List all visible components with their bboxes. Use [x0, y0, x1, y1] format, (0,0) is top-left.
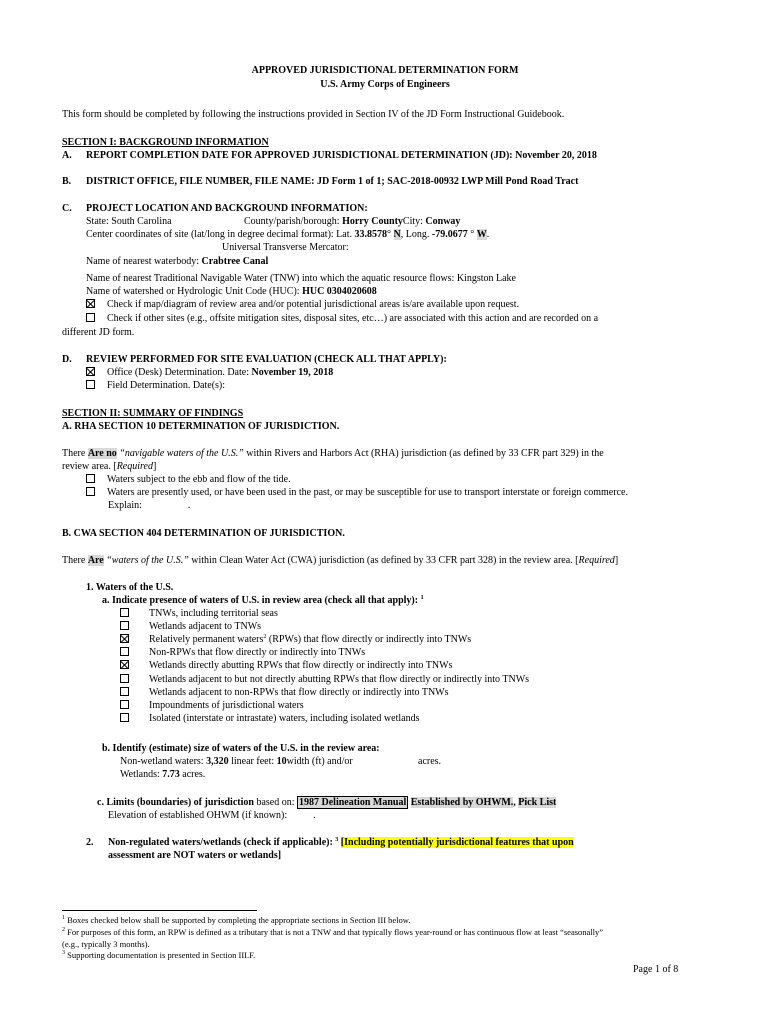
review-performed-heading: REVIEW PERFORMED FOR SITE EVALUATION (CHECK ALL THAT APPLY):	[86, 354, 447, 365]
nearest-tnw-line: Name of nearest Traditional Navigable Water (TNW) into which the aquatic resource flows: Kingston Lake	[86, 273, 516, 284]
footnote: $^2$ For purposes of this form, an RPW is defined as a tributary that is not a TNW and that typically flows year-round or has continuous flow at least “seasonally”	[62, 927, 604, 937]
form-subtitle: U.S. Army Corps of Engineers	[320, 79, 450, 90]
nearest-waterbody-line: Name of nearest waterbody: Crabtree Canal	[86, 256, 269, 267]
checklist-item	[120, 647, 365, 659]
checklist-item	[120, 674, 529, 686]
checklist-label: Wetlands directly abutting RPWs that flow directly or indirectly into TNWs	[149, 660, 453, 672]
footnote-rule	[62, 910, 257, 911]
longitude-value: -79.0677	[431, 229, 468, 240]
form-title: APPROVED JURISDICTIONAL DETERMINATION FORM	[251, 65, 519, 76]
map-available-item: Check if map/diagram of review area and/or potential jurisdictional areas is/are available upon request.	[86, 299, 519, 311]
tidal-waters-item: Waters subject to the ebb and flow of the tide.	[86, 474, 291, 486]
page-number: Page 1 of 8	[633, 964, 679, 975]
project-location-heading: PROJECT LOCATION AND BACKGROUND INFORMATION:	[86, 203, 368, 214]
rha-statement-cont: review area. [Required]	[62, 461, 157, 472]
checklist-checkbox[interactable]	[120, 660, 129, 669]
checklist-checkbox[interactable]	[120, 621, 129, 630]
form-intro: This form should be completed by following the instructions provided in Section IV of the JD Form Instructional Guidebook.	[62, 109, 565, 120]
checklist-checkbox[interactable]	[120, 713, 129, 722]
checklist-label: Impoundments of jurisdictional waters	[149, 699, 304, 711]
indicate-presence-heading: a. Indicate presence of waters of U.S. in review area (check all that apply): $^1$	[102, 595, 424, 606]
latitude-value: 33.8578	[354, 229, 388, 240]
checklist-label: Wetlands adjacent to but not directly abutting RPWs that flow directly or indirectly into TNWs	[149, 673, 530, 685]
longitude-direction[interactable]: W	[476, 229, 487, 240]
other-sites-cont: different JD form.	[62, 327, 135, 338]
district-office-file: DISTRICT OFFICE, FILE NUMBER, FILE NAME: JD Form 1 of 1; SAC-2018-00932 LWP Mill Pond Road Tract	[86, 176, 579, 187]
field-determination-item: Field Determination. Date(s):	[86, 380, 225, 392]
nonregulated-heading: Non-regulated waters/wetlands (check if applicable): $^3$ [Including potentially jurisdictional features that upon	[108, 837, 574, 848]
nonregulated-number: 2.	[86, 837, 94, 848]
checklist-checkbox[interactable]	[120, 674, 129, 683]
checklist-label: Relatively permanent waters	[149, 634, 264, 646]
ohwm-dropdown[interactable]: Established by OHWM.	[410, 797, 514, 808]
section-1d-letter: D.	[62, 354, 72, 365]
tidal-waters-checkbox[interactable]	[86, 474, 95, 483]
county-city-line: County/parish/borough: Horry CountyCity: Conway	[244, 216, 461, 227]
commerce-waters-item: Waters are presently used, or have been used in the past, or may be susceptible for use to transport interstate or foreign commerce.	[86, 487, 628, 499]
report-completion-date: REPORT COMPLETION DATE FOR APPROVED JURISDICTIONAL DETERMINATION (JD): November 20, 2018	[86, 150, 597, 161]
wetlands-value: 7.73	[162, 769, 180, 780]
acres-label: acres.	[418, 756, 442, 767]
ohwm-elevation-line: Elevation of established OHWM (if known): .	[108, 810, 316, 821]
nearest-waterbody-value: Crabtree Canal	[201, 256, 269, 267]
checklist-label: TNWs, including territorial seas	[149, 608, 278, 619]
footnote: $^3$ Supporting documentation is presented in Section III.F.	[62, 950, 256, 960]
state-label: State: South Carolina	[86, 216, 172, 227]
map-available-checkbox[interactable]	[86, 299, 95, 308]
delineation-manual-dropdown[interactable]: 1987 Delineation Manual	[299, 797, 407, 808]
checklist-item	[120, 700, 304, 712]
rha-statement: There Are no “navigable waters of the U.S.” within Rivers and Harbors Act (RHA) jurisdiction (as defined by 33 CFR part 329) in the	[62, 448, 604, 459]
other-sites-checkbox[interactable]	[86, 313, 95, 322]
checklist-label: Non-RPWs that flow directly or indirectly into TNWs	[149, 647, 366, 659]
checklist-label: Isolated (interstate or intrastate) waters, including isolated wetlands	[149, 712, 420, 724]
office-determination-item: Office (Desk) Determination. Date: November 19, 2018	[86, 367, 333, 379]
identify-size-heading: b. Identify (estimate) size of waters of the U.S. in the review area:	[102, 743, 380, 754]
checklist-item	[120, 687, 449, 699]
explain-line: Explain: .	[108, 500, 191, 511]
rha-heading: A. RHA SECTION 10 DETERMINATION OF JURISDICTION.	[62, 421, 340, 432]
ohwm-elevation-value[interactable]: .	[313, 810, 316, 821]
checklist-checkbox[interactable]	[120, 700, 129, 709]
huc-line: Name of watershed or Hydrologic Unit Code (HUC): HUC 0304020608	[86, 286, 377, 297]
width-value: 10	[276, 756, 287, 767]
limits-line: c. Limits (boundaries) of jurisdiction based on: 1987 Delineation Manual Established by OHWM., Pick List	[97, 797, 557, 808]
latitude-direction[interactable]: N	[393, 229, 401, 240]
utm-label: Universal Transverse Mercator:	[222, 242, 349, 253]
checklist-checkbox[interactable]	[120, 634, 129, 643]
section-1c-letter: C.	[62, 203, 72, 214]
cwa-choice-dropdown[interactable]: Are	[87, 555, 104, 566]
pick-list-dropdown[interactable]: Pick List	[518, 797, 557, 808]
checklist-label: Wetlands adjacent to non-RPWs that flow directly or indirectly into TNWs	[149, 686, 449, 698]
section-2-heading: SECTION II: SUMMARY OF FINDINGS	[62, 408, 244, 419]
field-determination-checkbox[interactable]	[86, 380, 95, 389]
checklist-item	[120, 621, 261, 633]
nonwetland-line: Non-wetland waters: 3,320 linear feet: 10width (ft) and/or	[120, 756, 353, 767]
nonregulated-highlight-cont: assessment are NOT waters or wetlands]	[62, 850, 310, 862]
huc-value: HUC 0304020608	[302, 286, 377, 297]
office-determination-date: November 19, 2018	[251, 367, 334, 378]
other-sites-item: Check if other sites (e.g., offsite mitigation sites, disposal sites, etc…) are associated with this action and are recorded on a	[86, 313, 598, 325]
coordinates-line: Center coordinates of site (lat/long in degree decimal format): Lat. 33.8578° N, Long. -79.0677 ° W.	[86, 229, 490, 240]
checklist-checkbox[interactable]	[120, 608, 129, 617]
checklist-label: Wetlands adjacent to TNWs	[149, 621, 262, 633]
city-value: Conway	[425, 216, 461, 227]
waters-us-heading: 1. Waters of the U.S.	[86, 582, 174, 593]
commerce-waters-checkbox[interactable]	[86, 487, 95, 496]
nonwetland-value: 3,320	[206, 756, 229, 767]
checklist-checkbox[interactable]	[120, 687, 129, 696]
footnote: $^1$ Boxes checked below shall be supported by completing the appropriate sections in Section III below.	[62, 915, 411, 925]
section-1-heading: SECTION I: BACKGROUND INFORMATION	[62, 137, 269, 148]
checklist-item	[120, 608, 278, 620]
section-1a-letter: A.	[62, 150, 72, 161]
office-determination-checkbox[interactable]	[86, 367, 95, 376]
footnote: (e.g., typically 3 months).	[62, 939, 150, 949]
cwa-statement: There Are “waters of the U.S.” within Clean Water Act (CWA) jurisdiction (as defined by 33 CFR part 328) in the review area. [Required]	[62, 555, 619, 566]
nonregulated-highlight[interactable]: [Including potentially jurisdictional features that upon	[340, 837, 574, 848]
explain-value[interactable]: .	[187, 500, 191, 511]
checklist-item	[120, 660, 452, 672]
county-value: Horry County	[342, 216, 403, 227]
cwa-heading: B. CWA SECTION 404 DETERMINATION OF JURISDICTION.	[62, 528, 345, 539]
checklist-checkbox[interactable]	[120, 647, 129, 656]
checklist-item: Relatively permanent waters$^2$ (RPWs) that flow directly or indirectly into TNWs	[120, 634, 471, 646]
checklist-item	[120, 713, 419, 725]
wetlands-line: Wetlands: 7.73 acres.	[120, 769, 206, 780]
section-1b-letter: B.	[62, 176, 72, 187]
rha-choice-dropdown[interactable]: Are no	[87, 448, 117, 459]
